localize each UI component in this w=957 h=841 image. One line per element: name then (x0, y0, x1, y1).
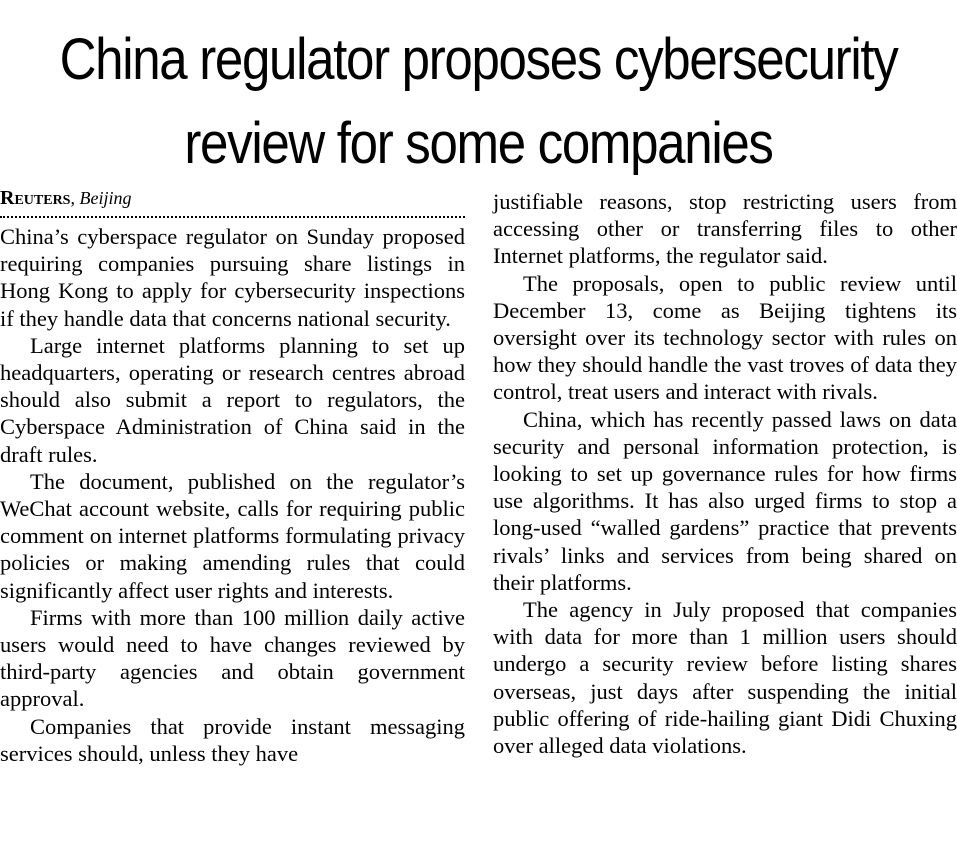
paragraph: The document, published on the regulator’s WeChat account website, calls for requiring public comment on internet platforms formulating privacy policies or making amending rules that could significantly affect user rights and interests. (0, 468, 465, 603)
byline-separator: , (70, 188, 75, 208)
paragraph: The proposals, open to public review until December 13, come as Beijing tightens its oversight over its technology sector with rules on how they should handle the vast troves of data they control, treat users and interact with rivals. (493, 270, 957, 405)
article-column-right (493, 188, 957, 759)
paragraph: Companies that provide instant messaging services should, unless they have (0, 713, 465, 766)
paragraph: China, which has recently passed laws on data security and personal information protection, is looking to set up governance rules for how firms use algorithms. It has also urged firms to stop a long-used “walled gardens” practice that prevents rivals’ links and services from being shared on their platforms. (493, 406, 957, 595)
headline-line-2: review for some companies (184, 111, 773, 176)
paragraph: China’s cyberspace regulator on Sunday proposed requiring companies pursuing share listings in Hong Kong to apply for cybersecurity inspections if they handle data that concerns national security. (0, 224, 465, 331)
byline (0, 186, 465, 218)
paragraph: Large internet platforms planning to set up headquarters, operating or research centres abroad should also submit a report to regulators, the Cyberspace Administration of China said in the draft rules. (0, 332, 465, 467)
paragraph-continued: justifiable reasons, stop restricting users from accessing other or transferring files to other Internet platforms, the regulator said. (493, 189, 957, 269)
byline-agency: Reuters (0, 187, 71, 209)
paragraph: Firms with more than 100 million daily active users would need to have changes reviewed by third-party agencies and obtain government approval. (0, 604, 465, 712)
headline (57, 18, 899, 186)
paragraph: The agency in July proposed that companies with data for more than 1 million users should undergo a security review before listing shares overseas, just days after suspending the initial public offering of ride-hailing giant Didi Chuxing over alleged data violations. (493, 597, 957, 759)
byline-city: Beijing (79, 188, 132, 208)
headline-line-1: China regulator proposes cybersecurity (59, 27, 898, 92)
article-column-left (0, 186, 465, 767)
